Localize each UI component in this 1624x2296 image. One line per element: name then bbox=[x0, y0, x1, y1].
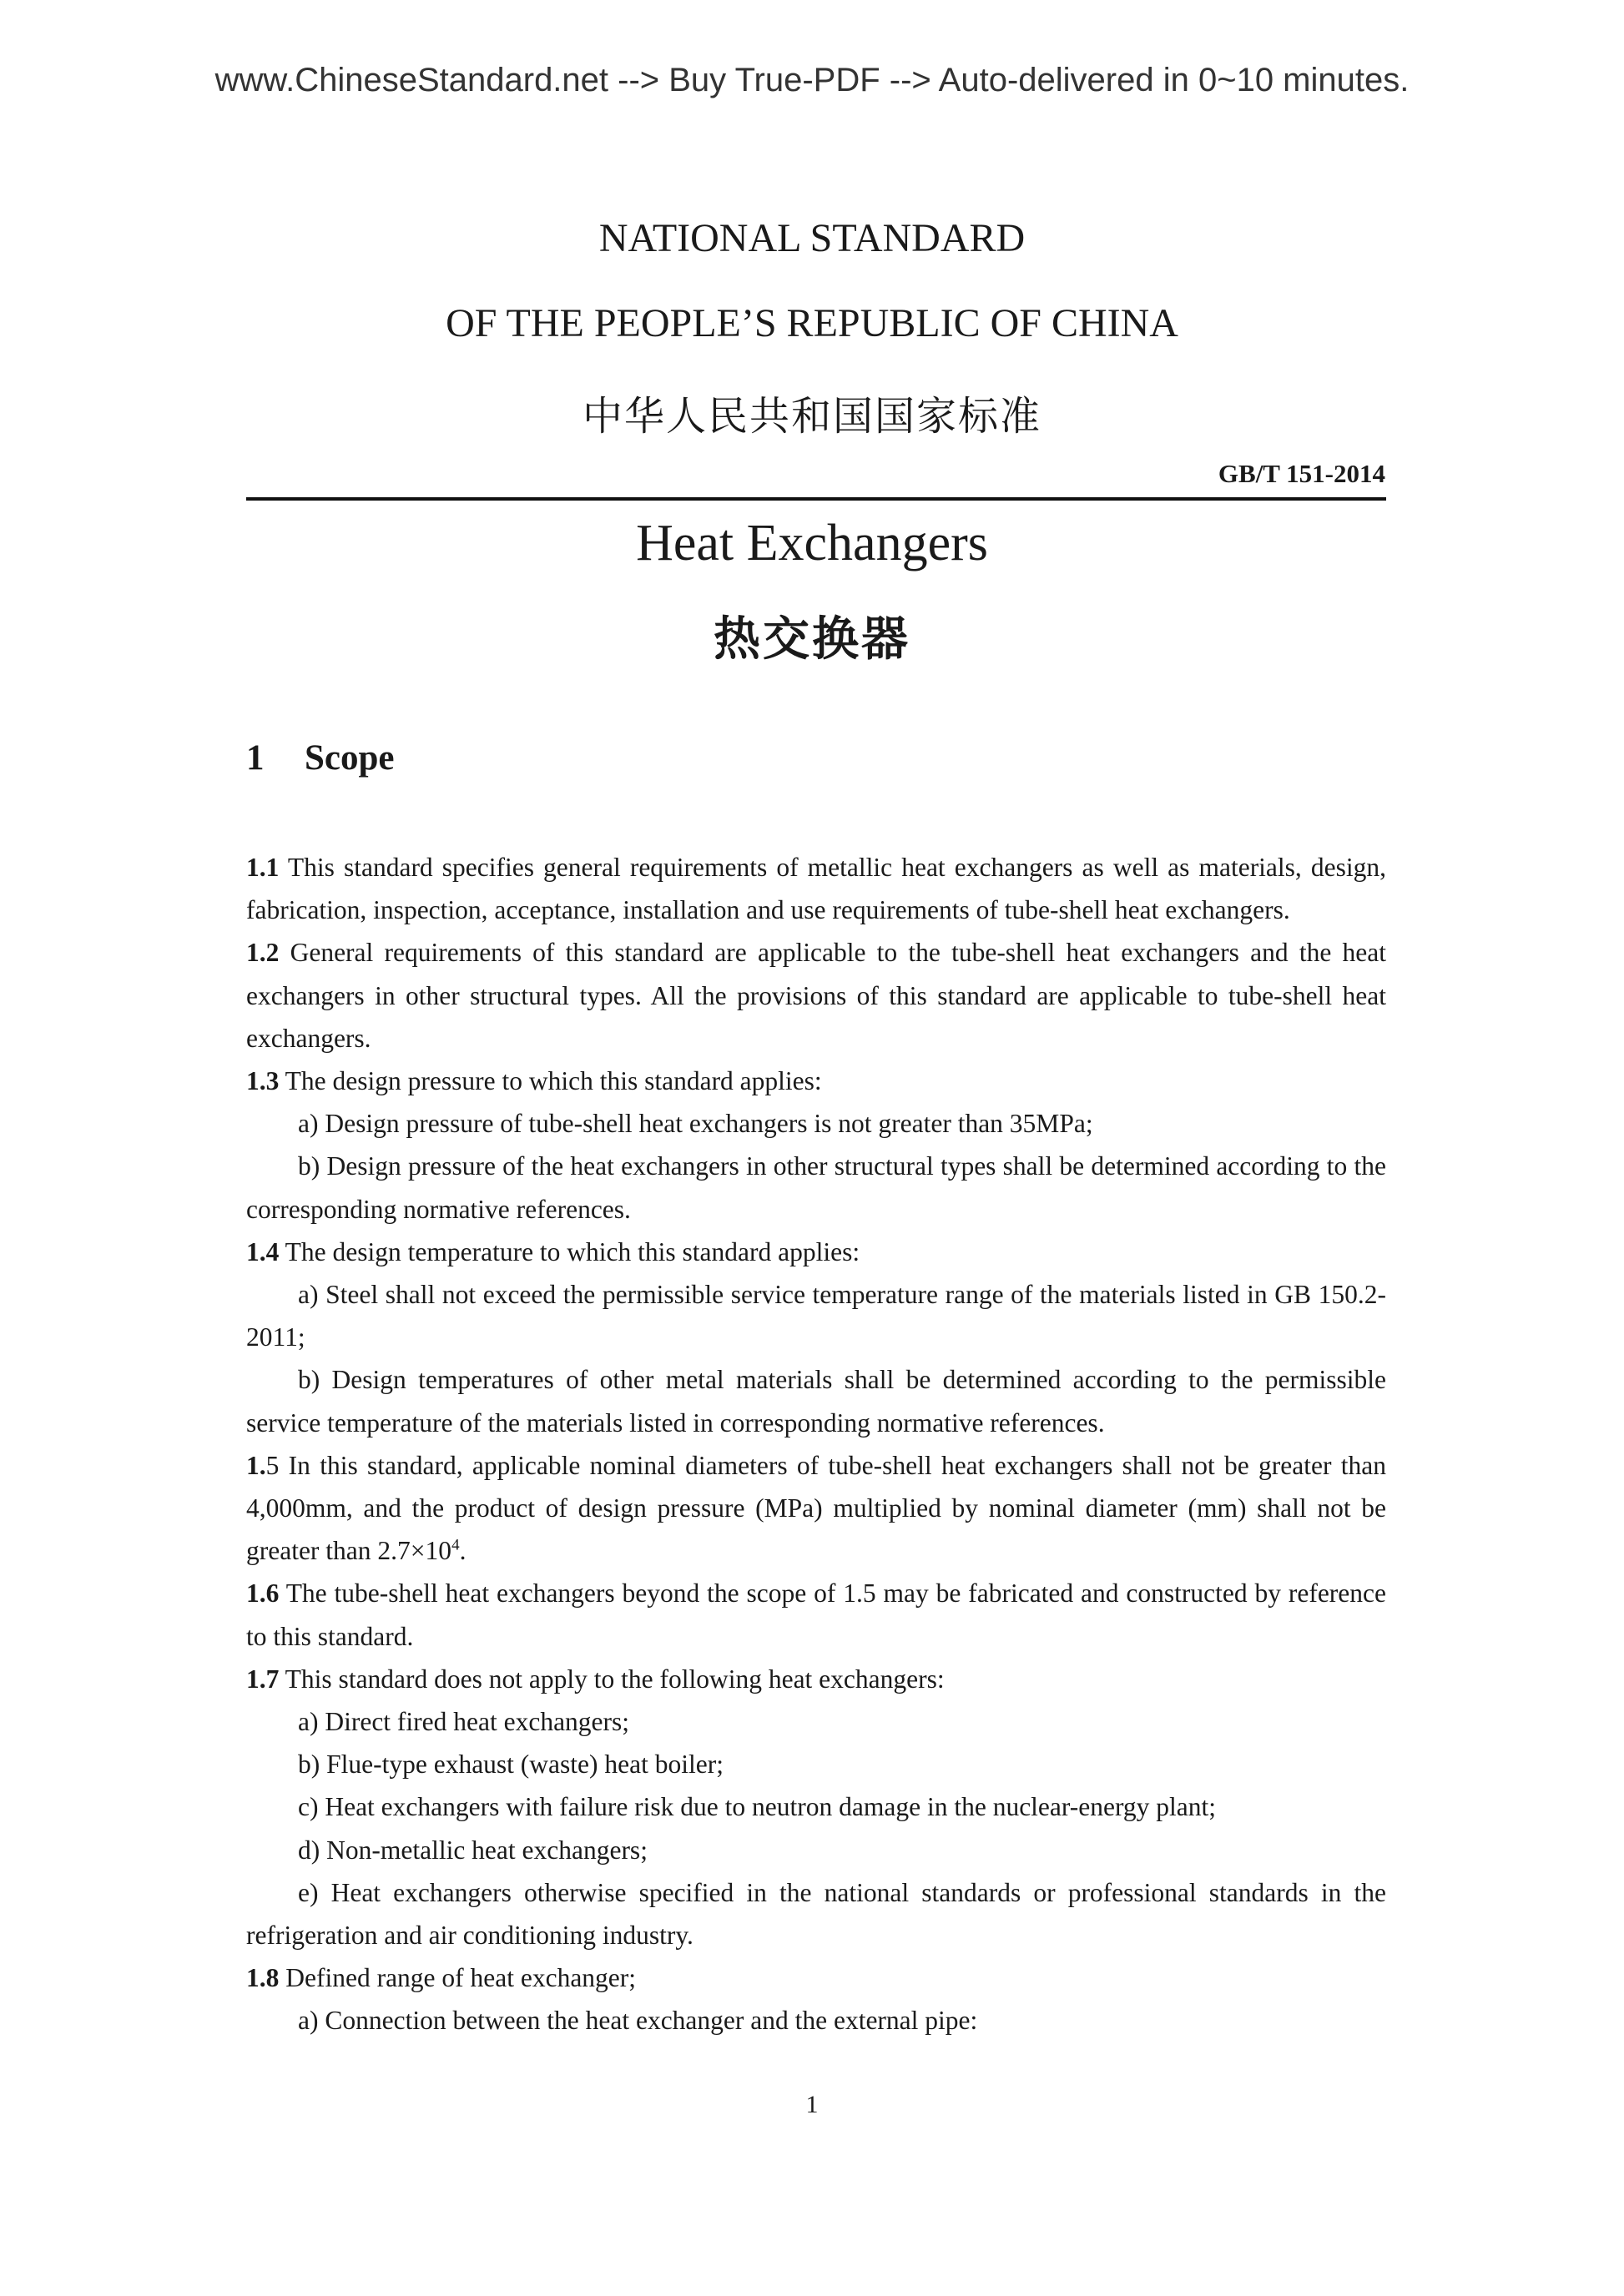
clause-1-7-item-d: d) Non-metallic heat exchangers; bbox=[298, 1835, 648, 1865]
section-number: 1 bbox=[246, 738, 265, 778]
clause-1-3 bbox=[246, 1060, 1386, 1102]
clause-text: This standard does not apply to the following heat exchangers: bbox=[279, 1664, 945, 1694]
clause-1-3-item-a: a) Design pressure of tube-shell heat exchangers is not greater than 35MPa; bbox=[298, 1109, 1093, 1139]
header-divider bbox=[246, 497, 1386, 501]
clause-end: . bbox=[459, 1536, 467, 1566]
document-body bbox=[246, 846, 1386, 2042]
clause-number: 1.8 bbox=[246, 1963, 280, 1993]
clause-1-3-item-b: b) Design pressure of the heat exchangers in other structural types shall be determined according to the corresponding normative references. bbox=[246, 1151, 1386, 1224]
exponent: 4 bbox=[451, 1536, 460, 1554]
clause-number: 1.6 bbox=[246, 1578, 280, 1609]
clause-number: 1.1 bbox=[246, 853, 280, 882]
clause-text: The design temperature to which this standard applies: bbox=[279, 1236, 860, 1266]
clause-1-4-item-b: b) Design temperatures of other metal materials shall be determined according to the permissible service temperature of the materials listed in corresponding normative references. bbox=[246, 1365, 1386, 1438]
clause-number: 1.3 bbox=[246, 1066, 280, 1096]
section-label: Scope bbox=[305, 738, 395, 778]
clause-1-7-item-b: b) Flue-type exhaust (waste) heat boiler; bbox=[298, 1750, 724, 1780]
document-title-chinese: 热交换器 bbox=[714, 612, 910, 667]
clause-number-tail: 5 bbox=[265, 1450, 280, 1480]
clause-1-4-item-a: a) Steel shall not exceed the permissible service temperature range of the materials listed in GB 150.2-2011; bbox=[246, 1280, 1386, 1352]
source-banner: www.ChineseStandard.net --> Buy True-PDF --> Auto-delivered in 0~10 minutes. bbox=[214, 62, 1410, 98]
clause-text: The tube-shell heat exchangers beyond the scope of 1.5 may be fabricated and constructed by reference to this standard. bbox=[246, 1578, 1386, 1651]
clause-text: This standard specifies general requirements of metallic heat exchangers as well as materials, design, fabrication, inspection, acceptance, installation and use requirements of tube-shell heat exchangers. bbox=[246, 853, 1386, 925]
clause-1-8 bbox=[246, 1956, 1386, 1999]
clause-1-7-item-e: e) Heat exchangers otherwise specified in the national standards or professional standards in the refrigeration and air conditioning industry. bbox=[246, 1877, 1386, 1951]
page-number: 1 bbox=[805, 2091, 819, 2118]
clause-number: 1.2 bbox=[246, 938, 280, 968]
clause-1-8-item-a: a) Connection between the heat exchanger and the external pipe: bbox=[298, 2006, 978, 2036]
clause-1-6 bbox=[246, 1572, 1386, 1657]
clause-text: The design pressure to which this standard applies: bbox=[279, 1066, 822, 1096]
standard-heading-line1: NATIONAL STANDARD bbox=[598, 216, 1026, 260]
clause-1-1 bbox=[246, 846, 1386, 931]
clause-1-4 bbox=[246, 1231, 1386, 1273]
clause-number: 1.4 bbox=[246, 1236, 280, 1266]
standard-heading-chinese: 中华人民共和国国家标准 bbox=[582, 393, 1041, 440]
clause-1-2 bbox=[246, 931, 1386, 1060]
standard-heading-line2: OF THE PEOPLE’S REPUBLIC OF CHINA bbox=[446, 301, 1178, 345]
clause-text: General requirements of this standard are applicable to the tube-shell heat exchangers and the heat exchangers in other structural types. All the provisions of this standard are applicable to tube-shell heat exchangers. bbox=[246, 938, 1386, 1053]
clause-number: 1.7 bbox=[246, 1664, 280, 1694]
clause-1-7-item-c: c) Heat exchangers with failure risk due to neutron damage in the nuclear-energy plant; bbox=[298, 1792, 1216, 1822]
clause-text: Defined range of heat exchanger; bbox=[279, 1963, 637, 1993]
clause-number: 1. bbox=[246, 1450, 266, 1480]
clause-1-7 bbox=[246, 1658, 1386, 1700]
document-title: Heat Exchangers bbox=[636, 515, 988, 571]
section-heading bbox=[246, 738, 395, 778]
clause-text: In this standard, applicable nominal diameters of tube-shell heat exchangers shall not be greater than 4,000mm, and the product of design pressure (MPa) multiplied by nominal diameter (mm) shall not be greater than 2.7×10 bbox=[246, 1450, 1386, 1566]
standard-code: GB/T 151-2014 bbox=[1218, 459, 1385, 488]
clause-1-7-item-a: a) Direct fired heat exchangers; bbox=[298, 1707, 630, 1737]
clause-1-5 bbox=[246, 1444, 1386, 1573]
